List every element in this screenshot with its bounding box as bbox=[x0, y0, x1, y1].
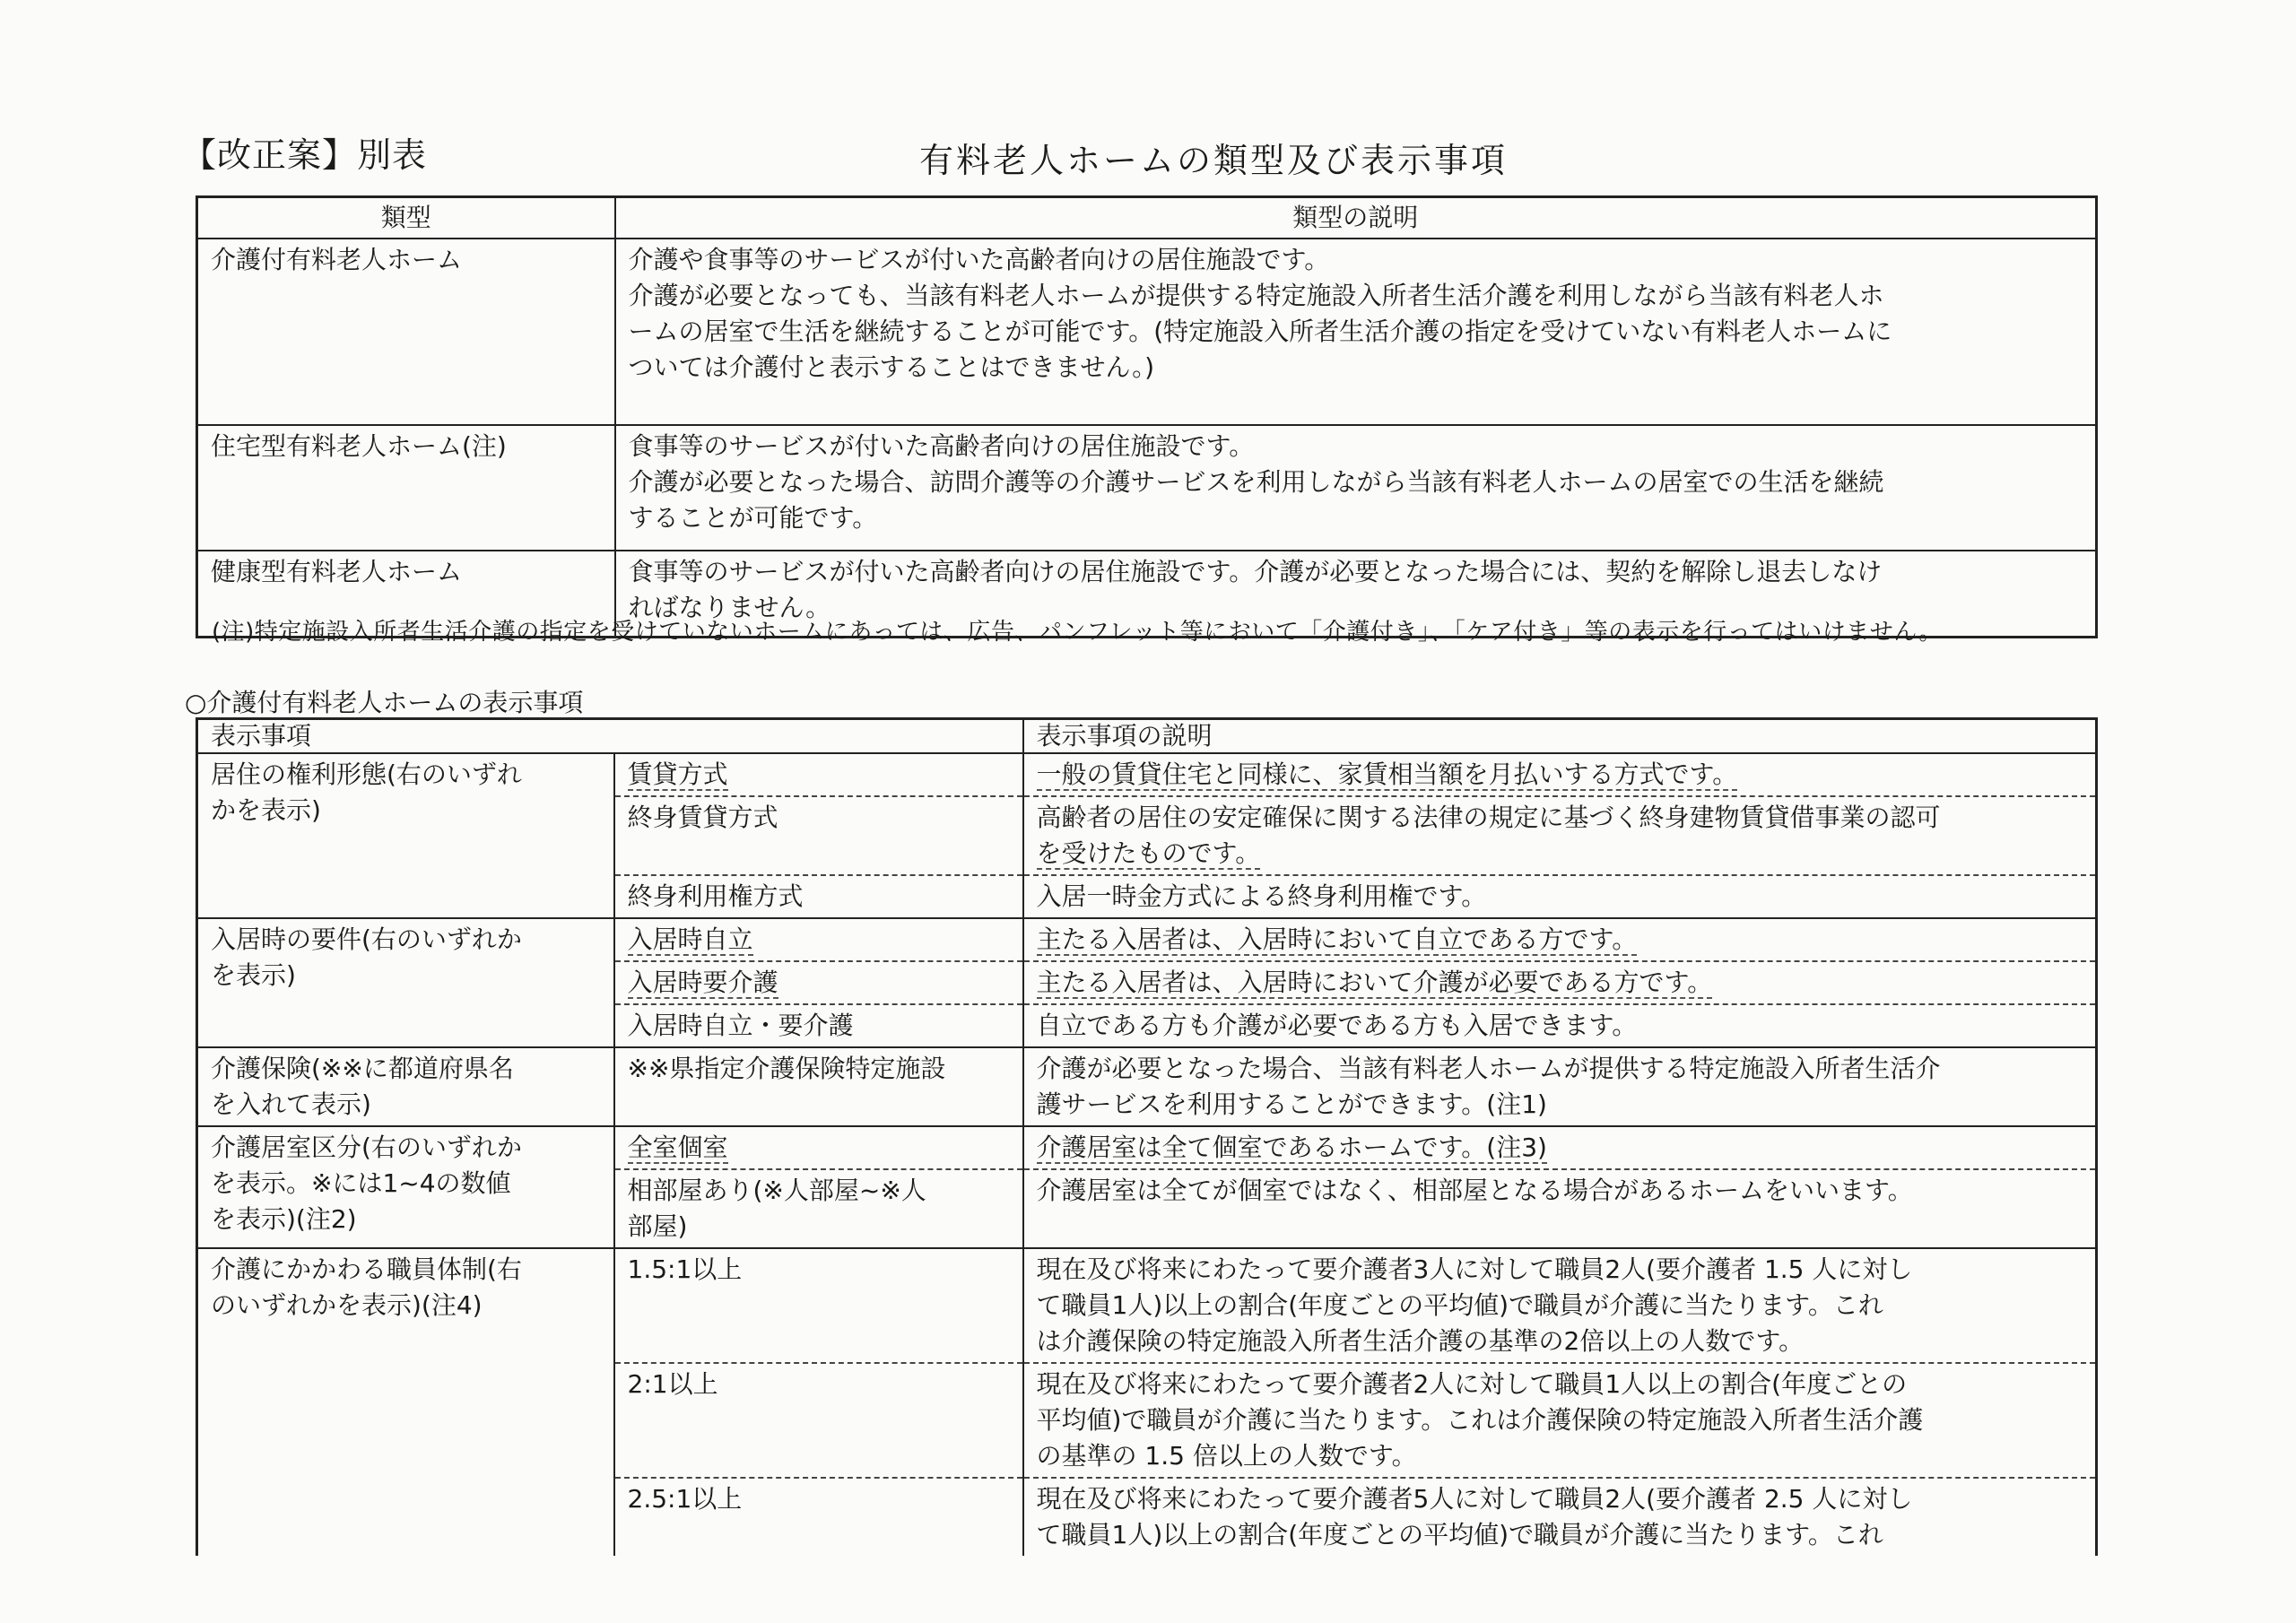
item-description bbox=[1023, 1478, 2097, 1556]
item-description bbox=[1023, 753, 2097, 796]
items-table bbox=[196, 717, 2098, 1556]
option-text: 部屋) bbox=[627, 1211, 688, 1241]
table-row bbox=[197, 753, 2097, 796]
header-type-desc: 類型の説明 bbox=[615, 197, 2097, 239]
option-text: 2.5:1以上 bbox=[627, 1484, 743, 1514]
item-line: 入居時の要件(右のいずれか bbox=[211, 924, 522, 954]
desc-line: は介護保険の特定施設入所者生活介護の基準の2倍以上の人数です。 bbox=[1036, 1326, 1805, 1356]
desc-line: 介護が必要となっても、当該有料老人ホームが提供する特定施設入所者生活介護を利用しながら当該有料老人ホ bbox=[628, 281, 1884, 310]
item-option bbox=[614, 1004, 1023, 1047]
desc-line: て職員1人)以上の割合(年度ごとの平均値)で職員が介護に当たります。これ bbox=[1036, 1520, 1883, 1549]
desc-line: 平均値)で職員が介護に当たります。これは介護保険の特定施設入所者生活介護 bbox=[1036, 1405, 1924, 1435]
item-description bbox=[1023, 1047, 2097, 1126]
desc-line: の基準の 1.5 倍以上の人数です。 bbox=[1036, 1441, 1417, 1471]
item-line: 介護にかかわる職員体制(右 bbox=[211, 1254, 522, 1284]
item-option bbox=[614, 961, 1023, 1004]
item-line: を表示) bbox=[211, 960, 296, 990]
item-name bbox=[197, 1047, 614, 1126]
item-option bbox=[614, 1047, 1023, 1126]
desc-line: 介護居室は全てが個室ではなく、相部屋となる場合があるホームをいいます。 bbox=[1036, 1176, 1913, 1205]
table-row bbox=[197, 425, 2097, 551]
option-text: 全室個室 bbox=[627, 1133, 728, 1162]
desc-line: 介護居室は全て個室であるホームです。(注3) bbox=[1036, 1133, 1547, 1162]
option-text: 終身賃貸方式 bbox=[627, 803, 778, 832]
item-name bbox=[197, 918, 614, 1047]
type-name: 健康型有料老人ホーム bbox=[197, 551, 615, 638]
types-table bbox=[196, 195, 2098, 638]
item-option bbox=[614, 1126, 1023, 1169]
option-text: 相部屋あり(※人部屋~※人 bbox=[627, 1176, 926, 1205]
desc-line: 現在及び将来にわたって要介護者3人に対して職員2人(要介護者 1.5 人に対し bbox=[1036, 1254, 1913, 1284]
item-option bbox=[614, 796, 1023, 875]
desc-line: 食事等のサービスが付いた高齢者向けの居住施設です。介護が必要となった場合には、契約を解除し退去しなけ bbox=[628, 557, 1883, 586]
type-name: 住宅型有料老人ホーム(注) bbox=[197, 425, 615, 551]
header-type: 類型 bbox=[197, 197, 615, 239]
table-row bbox=[197, 1047, 2097, 1126]
desc-line: 高齢者の居住の安定確保に関する法律の規定に基づく終身建物賃貸借事業の認可 bbox=[1036, 803, 1941, 832]
type-description bbox=[615, 425, 2097, 551]
option-text: 入居時要介護 bbox=[627, 968, 778, 997]
desc-line: 入居一時金方式による終身利用権です。 bbox=[1036, 881, 1487, 911]
desc-line: ついては介護付と表示することはできません。) bbox=[628, 352, 1155, 382]
desc-line: 現在及び将来にわたって要介護者5人に対して職員2人(要介護者 2.5 人に対し bbox=[1036, 1484, 1913, 1514]
desc-line: 食事等のサービスが付いた高齢者向けの居住施設です。 bbox=[628, 431, 1255, 461]
header-item-desc: 表示事項の説明 bbox=[1023, 719, 2097, 754]
header-item: 表示事項 bbox=[197, 719, 1023, 754]
types-table-header bbox=[197, 197, 2097, 239]
type-name: 介護付有料老人ホーム bbox=[197, 239, 615, 425]
desc-line: 介護や食事等のサービスが付いた高齢者向けの居住施設です。 bbox=[628, 245, 1330, 274]
desc-line: ームの居室で生活を継続することが可能です。(特定施設入所者生活介護の指定を受けていない有料老人ホームに bbox=[628, 317, 1892, 346]
item-option bbox=[614, 1478, 1023, 1556]
item-line: のいずれかを表示)(注4) bbox=[211, 1290, 483, 1320]
item-line: を入れて表示) bbox=[211, 1089, 371, 1119]
page-title: 有料老人ホームの類型及び表示事項 bbox=[919, 141, 1509, 180]
desc-line: 自立である方も介護が必要である方も入居できます。 bbox=[1036, 1011, 1638, 1040]
item-line: を表示。※には1~4の数値 bbox=[211, 1168, 511, 1198]
item-option bbox=[614, 875, 1023, 918]
item-description bbox=[1023, 1363, 2097, 1478]
item-description bbox=[1023, 796, 2097, 875]
item-name bbox=[197, 753, 614, 918]
item-description bbox=[1023, 918, 2097, 961]
item-line: を表示)(注2) bbox=[211, 1204, 357, 1234]
desc-line: することが可能です。 bbox=[628, 503, 878, 533]
option-text: ※※県指定介護保険特定施設 bbox=[627, 1054, 946, 1083]
desc-line: て職員1人)以上の割合(年度ごとの平均値)で職員が介護に当たります。これ bbox=[1036, 1290, 1883, 1320]
desc-line: 一般の賃貸住宅と同様に、家賃相当額を月払いする方式です。 bbox=[1036, 759, 1738, 789]
item-option bbox=[614, 1248, 1023, 1363]
item-line: 介護保険(※※に都道府県名 bbox=[211, 1054, 514, 1083]
desc-line: 介護が必要となった場合、当該有料老人ホームが提供する特定施設入所者生活介 bbox=[1036, 1054, 1941, 1083]
option-text: 入居時自立・要介護 bbox=[627, 1011, 854, 1040]
table-row bbox=[197, 1248, 2097, 1363]
item-description bbox=[1023, 1248, 2097, 1363]
item-description bbox=[1023, 961, 2097, 1004]
item-line: 介護居室区分(右のいずれか bbox=[211, 1133, 522, 1162]
desc-line: 護サービスを利用することができます。(注1) bbox=[1036, 1089, 1547, 1119]
items-table-header bbox=[197, 719, 2097, 754]
option-text: 2:1以上 bbox=[627, 1369, 718, 1399]
item-description bbox=[1023, 1004, 2097, 1047]
option-text: 賃貸方式 bbox=[627, 759, 728, 789]
item-option bbox=[614, 753, 1023, 796]
amendment-label: 【改正案】別表 bbox=[182, 135, 428, 175]
type-description bbox=[615, 239, 2097, 425]
desc-line: 介護が必要となった場合、訪問介護等の介護サービスを利用しながら当該有料老人ホームの居室での生活を継続 bbox=[628, 467, 1884, 497]
item-name bbox=[197, 1248, 614, 1556]
item-line: かを表示) bbox=[211, 795, 321, 825]
item-option bbox=[614, 1169, 1023, 1248]
desc-line: 主たる入居者は、入居時において介護が必要である方です。 bbox=[1036, 968, 1713, 997]
option-text: 入居時自立 bbox=[627, 924, 753, 954]
item-description bbox=[1023, 1126, 2097, 1169]
item-name bbox=[197, 1126, 614, 1248]
desc-line: 現在及び将来にわたって要介護者2人に対して職員1人以上の割合(年度ごとの bbox=[1036, 1369, 1908, 1399]
desc-line: ればなりません。 bbox=[628, 593, 831, 622]
option-text: 終身利用権方式 bbox=[627, 881, 804, 911]
table-row bbox=[197, 239, 2097, 425]
item-option bbox=[614, 918, 1023, 961]
item-option bbox=[614, 1363, 1023, 1478]
section-title: ○介護付有料老人ホームの表示事項 bbox=[185, 688, 584, 717]
table-row bbox=[197, 918, 2097, 961]
desc-line: を受けたものです。 bbox=[1036, 838, 1261, 868]
types-note: (注)特定施設入所者生活介護の指定を受けていないホームにあっては、広告、パンフレット等において「介護付き」、「ケア付き」等の表示を行ってはいけません。 bbox=[212, 619, 1943, 646]
desc-line: 主たる入居者は、入居時において自立である方です。 bbox=[1036, 924, 1638, 954]
item-description bbox=[1023, 1169, 2097, 1248]
table-row bbox=[197, 1126, 2097, 1169]
item-line: 居住の権利形態(右のいずれ bbox=[211, 759, 522, 789]
option-text: 1.5:1以上 bbox=[627, 1254, 743, 1284]
item-description bbox=[1023, 875, 2097, 918]
